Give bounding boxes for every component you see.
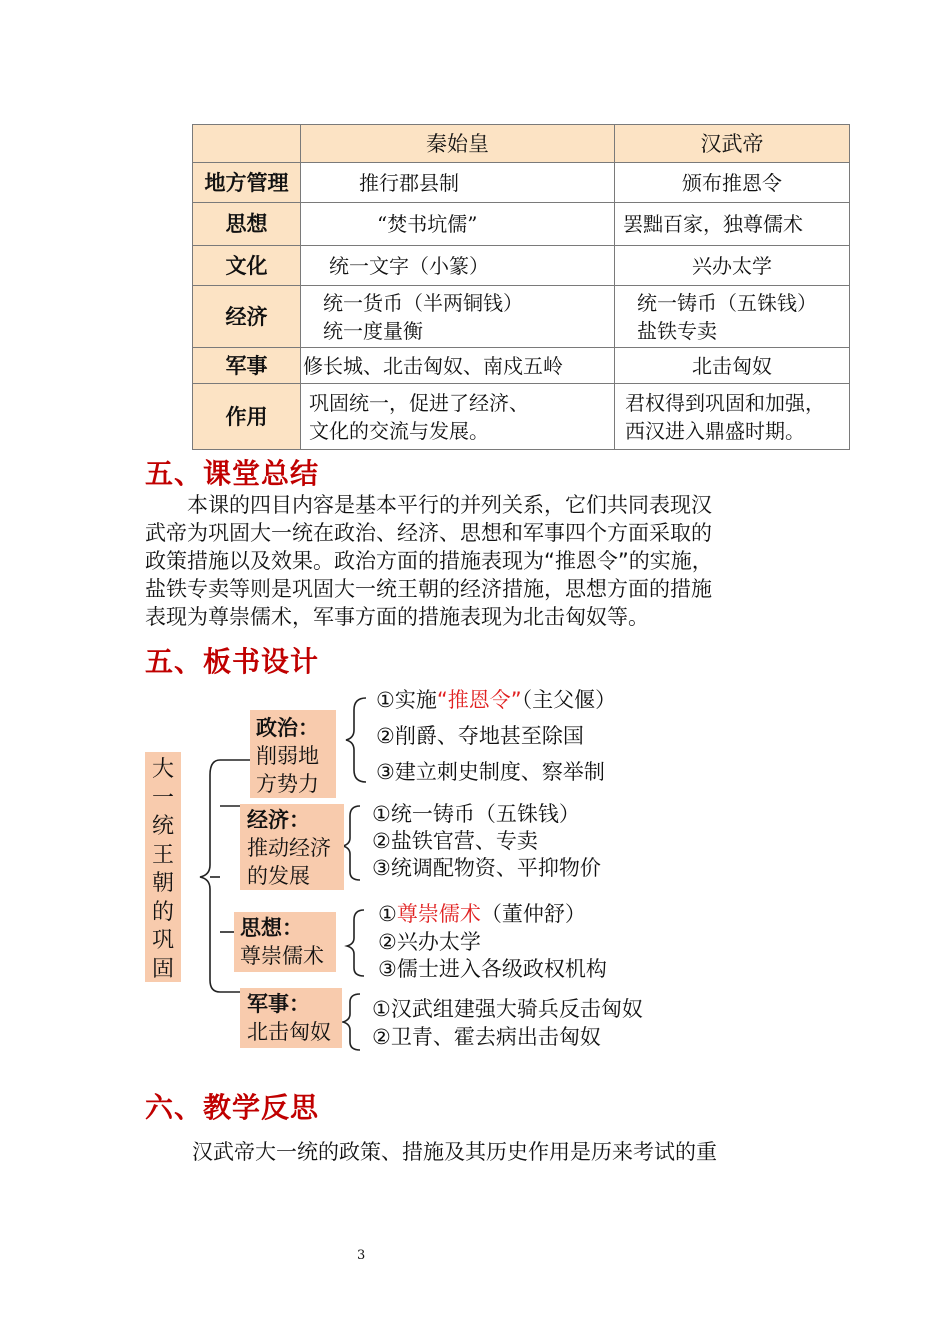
- cell-line: 统一货币（半两铜钱）: [323, 290, 523, 315]
- row-label: 文化: [193, 246, 301, 286]
- cell-line: 西汉进入鼎盛时期。: [625, 418, 805, 443]
- summary-line: 政策措施以及效果。政治方面的措施表现为“推恩令”的实施，: [145, 549, 713, 573]
- cell-line: 罢黜百家，独尊儒术: [623, 212, 803, 236]
- politics-brace: [346, 698, 366, 782]
- thought-sub: 尊崇儒术: [240, 944, 324, 968]
- row-label: 军事: [193, 348, 301, 384]
- summary-line: 武帝为巩固大一统在政治、经济、思想和军事四个方面采取的: [145, 521, 712, 545]
- politics-item: ③建立刺史制度、察举制: [376, 760, 605, 784]
- comparison-table: [192, 124, 850, 450]
- qin-cell: [301, 348, 615, 384]
- politics-sub: 方势力: [256, 772, 319, 796]
- politics-sub: 削弱地: [256, 744, 319, 768]
- thought-item: ②兴办太学: [378, 930, 481, 954]
- table-header-row: [193, 125, 850, 163]
- table-header-qin: 秦始皇: [301, 125, 615, 163]
- qin-cell: [301, 163, 615, 203]
- cell-line: 统一度量衡: [323, 318, 423, 343]
- qin-cell: [301, 203, 615, 246]
- thought-brace: [347, 910, 364, 976]
- row-label: 地方管理: [193, 163, 301, 203]
- cell-line: 统一铸币（五铢钱）: [637, 290, 817, 315]
- qin-cell: [301, 246, 615, 286]
- table-header-corner: [193, 125, 301, 163]
- economy-title: 经济：: [247, 808, 310, 832]
- cell-line: 北击匈奴: [692, 353, 772, 378]
- cell-line: 修长城、北击匈奴、南戍五岭: [303, 353, 563, 378]
- han-cell: [615, 384, 850, 450]
- row-label: 经济: [193, 286, 301, 348]
- politics-title: 政治：: [256, 716, 319, 740]
- item-text: ①: [378, 902, 397, 926]
- table-header-han: 汉武帝: [615, 125, 850, 163]
- thought-box: [234, 912, 336, 972]
- qin-cell: [301, 286, 615, 348]
- military-brace: [343, 994, 360, 1050]
- item-text: ①实施: [376, 688, 437, 712]
- economy-sub: 推动经济: [247, 836, 331, 860]
- economy-item: ③统调配物资、平抑物价: [372, 856, 601, 880]
- reflection-line: 汉武帝大一统的政策、措施及其历史作用是历来考试的重: [192, 1140, 717, 1164]
- summary-line: 本课的四目内容是基本平行的并列关系，它们共同表现汉: [187, 493, 712, 517]
- item-highlight: 尊崇儒术: [396, 902, 481, 926]
- economy-item: ①统一铸币（五铢钱）: [372, 802, 580, 826]
- thought-title: 思想：: [240, 916, 303, 940]
- military-item: ②卫青、霍去病出击匈奴: [372, 1025, 601, 1049]
- page-number: 3: [357, 1248, 366, 1263]
- politics-item: [376, 686, 616, 714]
- politics-box: [250, 710, 336, 798]
- summary-paragraph: [145, 491, 825, 631]
- row-label: 作用: [193, 384, 301, 450]
- root-brace: [200, 760, 220, 992]
- table-row: [193, 348, 850, 384]
- military-item: ①汉武组建强大骑兵反击匈奴: [372, 997, 643, 1021]
- han-cell: [615, 348, 850, 384]
- table-row: [193, 163, 850, 203]
- politics-item: ②削爵、夺地甚至除国: [376, 724, 584, 748]
- table-row: [193, 384, 850, 450]
- thought-item: [378, 900, 586, 928]
- military-title: 军事：: [247, 992, 310, 1016]
- item-text: （主父偃）: [521, 688, 617, 712]
- cell-line: 巩固统一，促进了经济、: [309, 390, 529, 415]
- qin-cell: [301, 384, 615, 450]
- cell-line: 盐铁专卖: [637, 318, 717, 343]
- economy-sub: 的发展: [247, 864, 310, 888]
- han-cell: [615, 246, 850, 286]
- row-label: 思想: [193, 203, 301, 246]
- han-cell: [615, 163, 850, 203]
- economy-brace: [343, 806, 360, 880]
- summary-line: 盐铁专卖等则是巩固大一统王朝的经济措施，思想方面的措施: [145, 577, 712, 601]
- cell-line: 推行郡县制: [359, 170, 459, 195]
- han-cell: [615, 286, 850, 348]
- cell-line: 统一文字（小篆）: [329, 253, 489, 278]
- cell-line: 兴办太学: [692, 253, 772, 278]
- summary-heading: 五、课堂总结: [145, 457, 320, 490]
- military-sub: 北击匈奴: [247, 1020, 331, 1044]
- table-row: [193, 286, 850, 348]
- military-box: [240, 988, 342, 1048]
- thought-item: ③儒士进入各级政权机构: [378, 957, 607, 981]
- reflection-heading: 六、教学反思: [145, 1091, 320, 1124]
- board-root-box: 大一统王朝的巩固: [145, 752, 181, 982]
- economy-item: ②盐铁官营、专卖: [372, 829, 538, 853]
- economy-box: [240, 804, 344, 890]
- cell-line: 文化的交流与发展。: [309, 418, 489, 443]
- han-cell: [615, 203, 850, 246]
- cell-line: 颁布推恩令: [682, 170, 782, 195]
- summary-line: 表现为尊崇儒术，军事方面的措施表现为北击匈奴等。: [145, 605, 649, 629]
- item-text: （董仲舒）: [480, 902, 586, 926]
- table-row: [193, 246, 850, 286]
- cell-line: 君权得到巩固和加强，: [625, 390, 825, 415]
- item-highlight: “推恩令”: [436, 688, 522, 712]
- table-row: [193, 203, 850, 246]
- board-heading: 五、板书设计: [145, 645, 320, 678]
- cell-line: “焚书坑儒”: [377, 212, 478, 236]
